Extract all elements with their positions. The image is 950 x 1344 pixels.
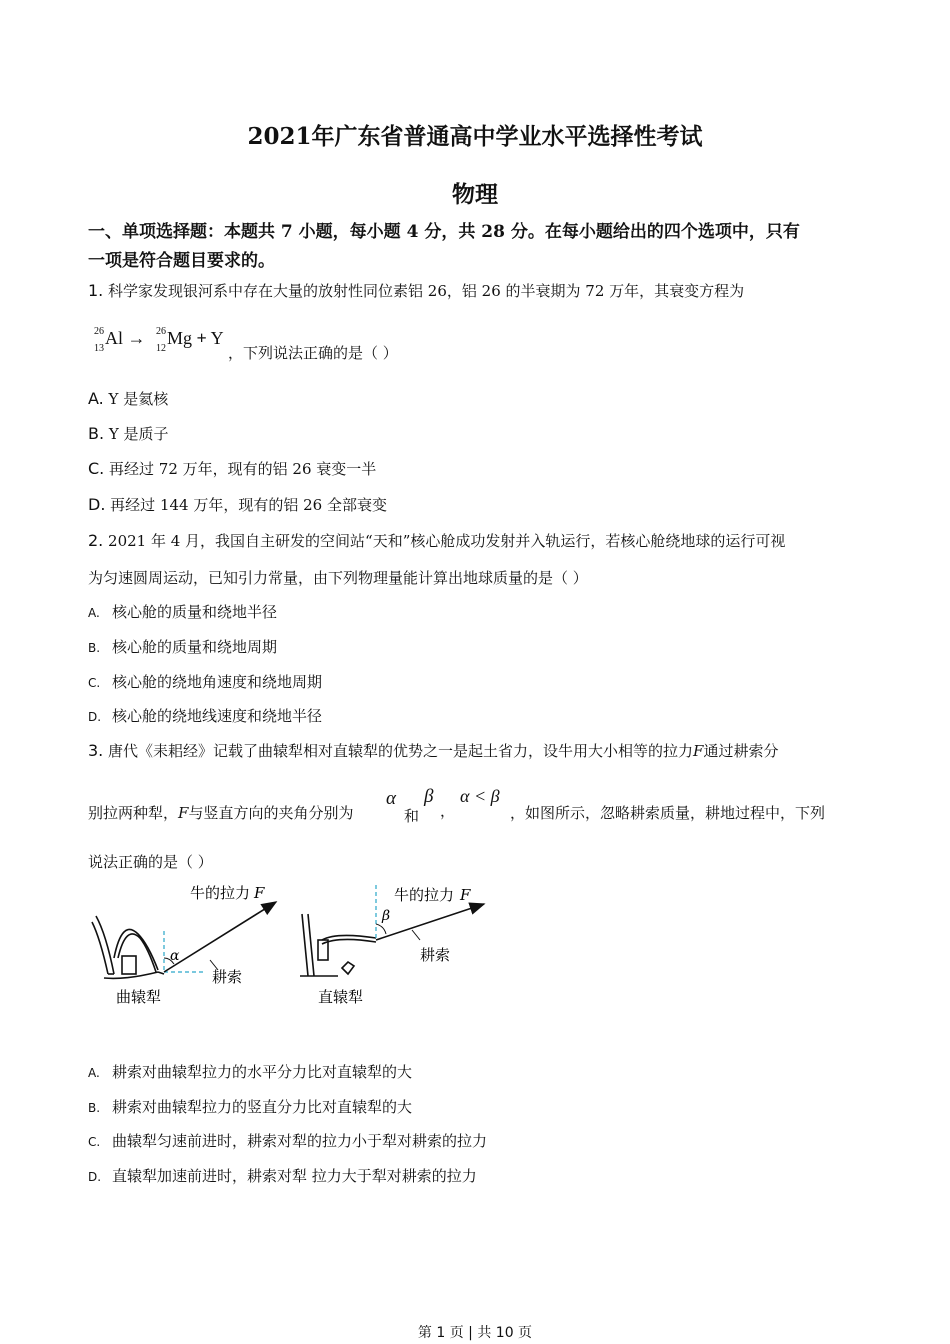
right-angle-arc xyxy=(376,924,386,934)
right-rope-label: 耕索 xyxy=(420,946,451,964)
q3-stem-line2: 别拉两种犁，F与竖直方向的夹角分别为 xyxy=(88,804,354,822)
q1-number: 1. xyxy=(88,281,104,300)
inequality: α < β xyxy=(460,786,500,806)
beta-symbol: β xyxy=(424,786,434,807)
q2-stem-line2: 为匀速圆周运动，已知引力常量，由下列物理量能计算出地球质量的是（ ） xyxy=(88,569,588,587)
page-footer: 第 1 页 | 共 10 页 xyxy=(417,1325,533,1341)
alpha-symbol: α xyxy=(386,788,396,809)
q2-stem-line1: 2. 2021 年 4 月，我国自主研发的空间站“天和”核心舱成功发射并入轨运行，若核心舱绕地球的运行可视 xyxy=(88,531,786,550)
al-nuclide: 26 13 xyxy=(94,326,104,354)
y-symbol: Y xyxy=(210,328,224,349)
q1-option-d: D. 再经过 144 万年，现有的铝 26 全部衰变 xyxy=(88,495,387,514)
right-force-arrow xyxy=(376,904,484,940)
left-force-arrow xyxy=(164,902,276,972)
q1-stem-after: ，下列说法正确的是（ ） xyxy=(228,344,398,362)
q1-stem xyxy=(88,280,744,301)
q2-number: 2. xyxy=(88,531,104,550)
section-heading-line1: 一、单项选择题：本题共 7 小题，每小题 4 分，共 28 分。在每小题给出的四个选项中，只有 xyxy=(88,222,800,242)
left-angle-label: α xyxy=(170,948,180,964)
q3-stem-line2-tail: ，如图所示，忽略耕索质量，耕地过程中，下列 xyxy=(510,804,826,822)
curved-plough-drawing xyxy=(92,916,164,978)
exam-title: 2021年广东省普通高中学业水平选择性考试 xyxy=(247,123,703,150)
arrow-symbol: → xyxy=(127,328,146,349)
right-angle-label: β xyxy=(382,908,391,924)
left-force-var: F xyxy=(254,884,265,902)
al-symbol: Al xyxy=(105,328,123,349)
q1-decay-equation xyxy=(88,326,224,354)
plough-figure xyxy=(86,878,506,1012)
section-heading-line2: 一项是符合题目要求的。 xyxy=(88,251,275,271)
q1-option-b: B. Y 是质子 xyxy=(88,424,169,443)
q2-option-b: B. 核心舱的质量和绕地周期 xyxy=(88,638,278,656)
left-caption: 曲辕犁 xyxy=(116,988,162,1006)
right-rope-pointer xyxy=(412,930,420,940)
q3-option-a: A. 耕索对曲辕犁拉力的水平分力比对直辕犁的大 xyxy=(88,1063,413,1081)
q1-option-a: A. Y 是氦核 xyxy=(88,389,169,408)
mg-symbol: Mg xyxy=(167,328,193,349)
subject-title: 物理 xyxy=(452,181,498,208)
q3-option-c: C. 曲辕犁匀速前进时，耕索对犁的拉力小于犁对耕索的拉力 xyxy=(88,1132,488,1150)
straight-plough-drawing xyxy=(300,914,376,976)
right-caption: 直辕犁 xyxy=(318,988,364,1006)
q2-option-c: C. 核心舱的绕地角速度和绕地周期 xyxy=(88,673,323,691)
f-var: F xyxy=(693,742,704,760)
mg-nuclide: 26 12 xyxy=(156,326,166,354)
q3-option-d: D. 直辕犁加速前进时，耕索对犁 拉力大于犁对耕索的拉力 xyxy=(88,1167,477,1185)
q2-option-d: D. 核心舱的绕地线速度和绕地半径 xyxy=(88,707,323,725)
q1-option-c: C. 再经过 72 万年，现有的铝 26 衰变一半 xyxy=(88,459,377,478)
comma-text: ， xyxy=(440,802,456,820)
q2-option-a: A. 核心舱的质量和绕地半径 xyxy=(88,603,278,621)
left-force-label: 牛的拉力 xyxy=(190,884,251,902)
q3-stem-line3: 说法正确的是（ ） xyxy=(88,853,213,871)
right-force-var: F xyxy=(460,886,471,904)
he-text: 和 xyxy=(404,807,420,825)
q1-stem-text: 科学家发现银河系中存在大量的放射性同位素铝 26，铝 26 的半衰期为 72 万年，其衰变方程为 xyxy=(103,282,745,300)
q3-number: 3. xyxy=(88,741,104,760)
left-rope-label: 耕索 xyxy=(212,968,243,986)
q3-stem-line1: 3. 唐代《耒耜经》记载了曲辕犁相对直辕犁的优势之一是起土省力，设牛用大小相等的拉力F通过耕索分 xyxy=(88,741,779,760)
plus-symbol: + xyxy=(196,328,207,349)
q3-option-b: B. 耕索对曲辕犁拉力的竖直分力比对直辕犁的大 xyxy=(88,1098,413,1116)
right-force-label: 牛的拉力 xyxy=(394,886,455,904)
